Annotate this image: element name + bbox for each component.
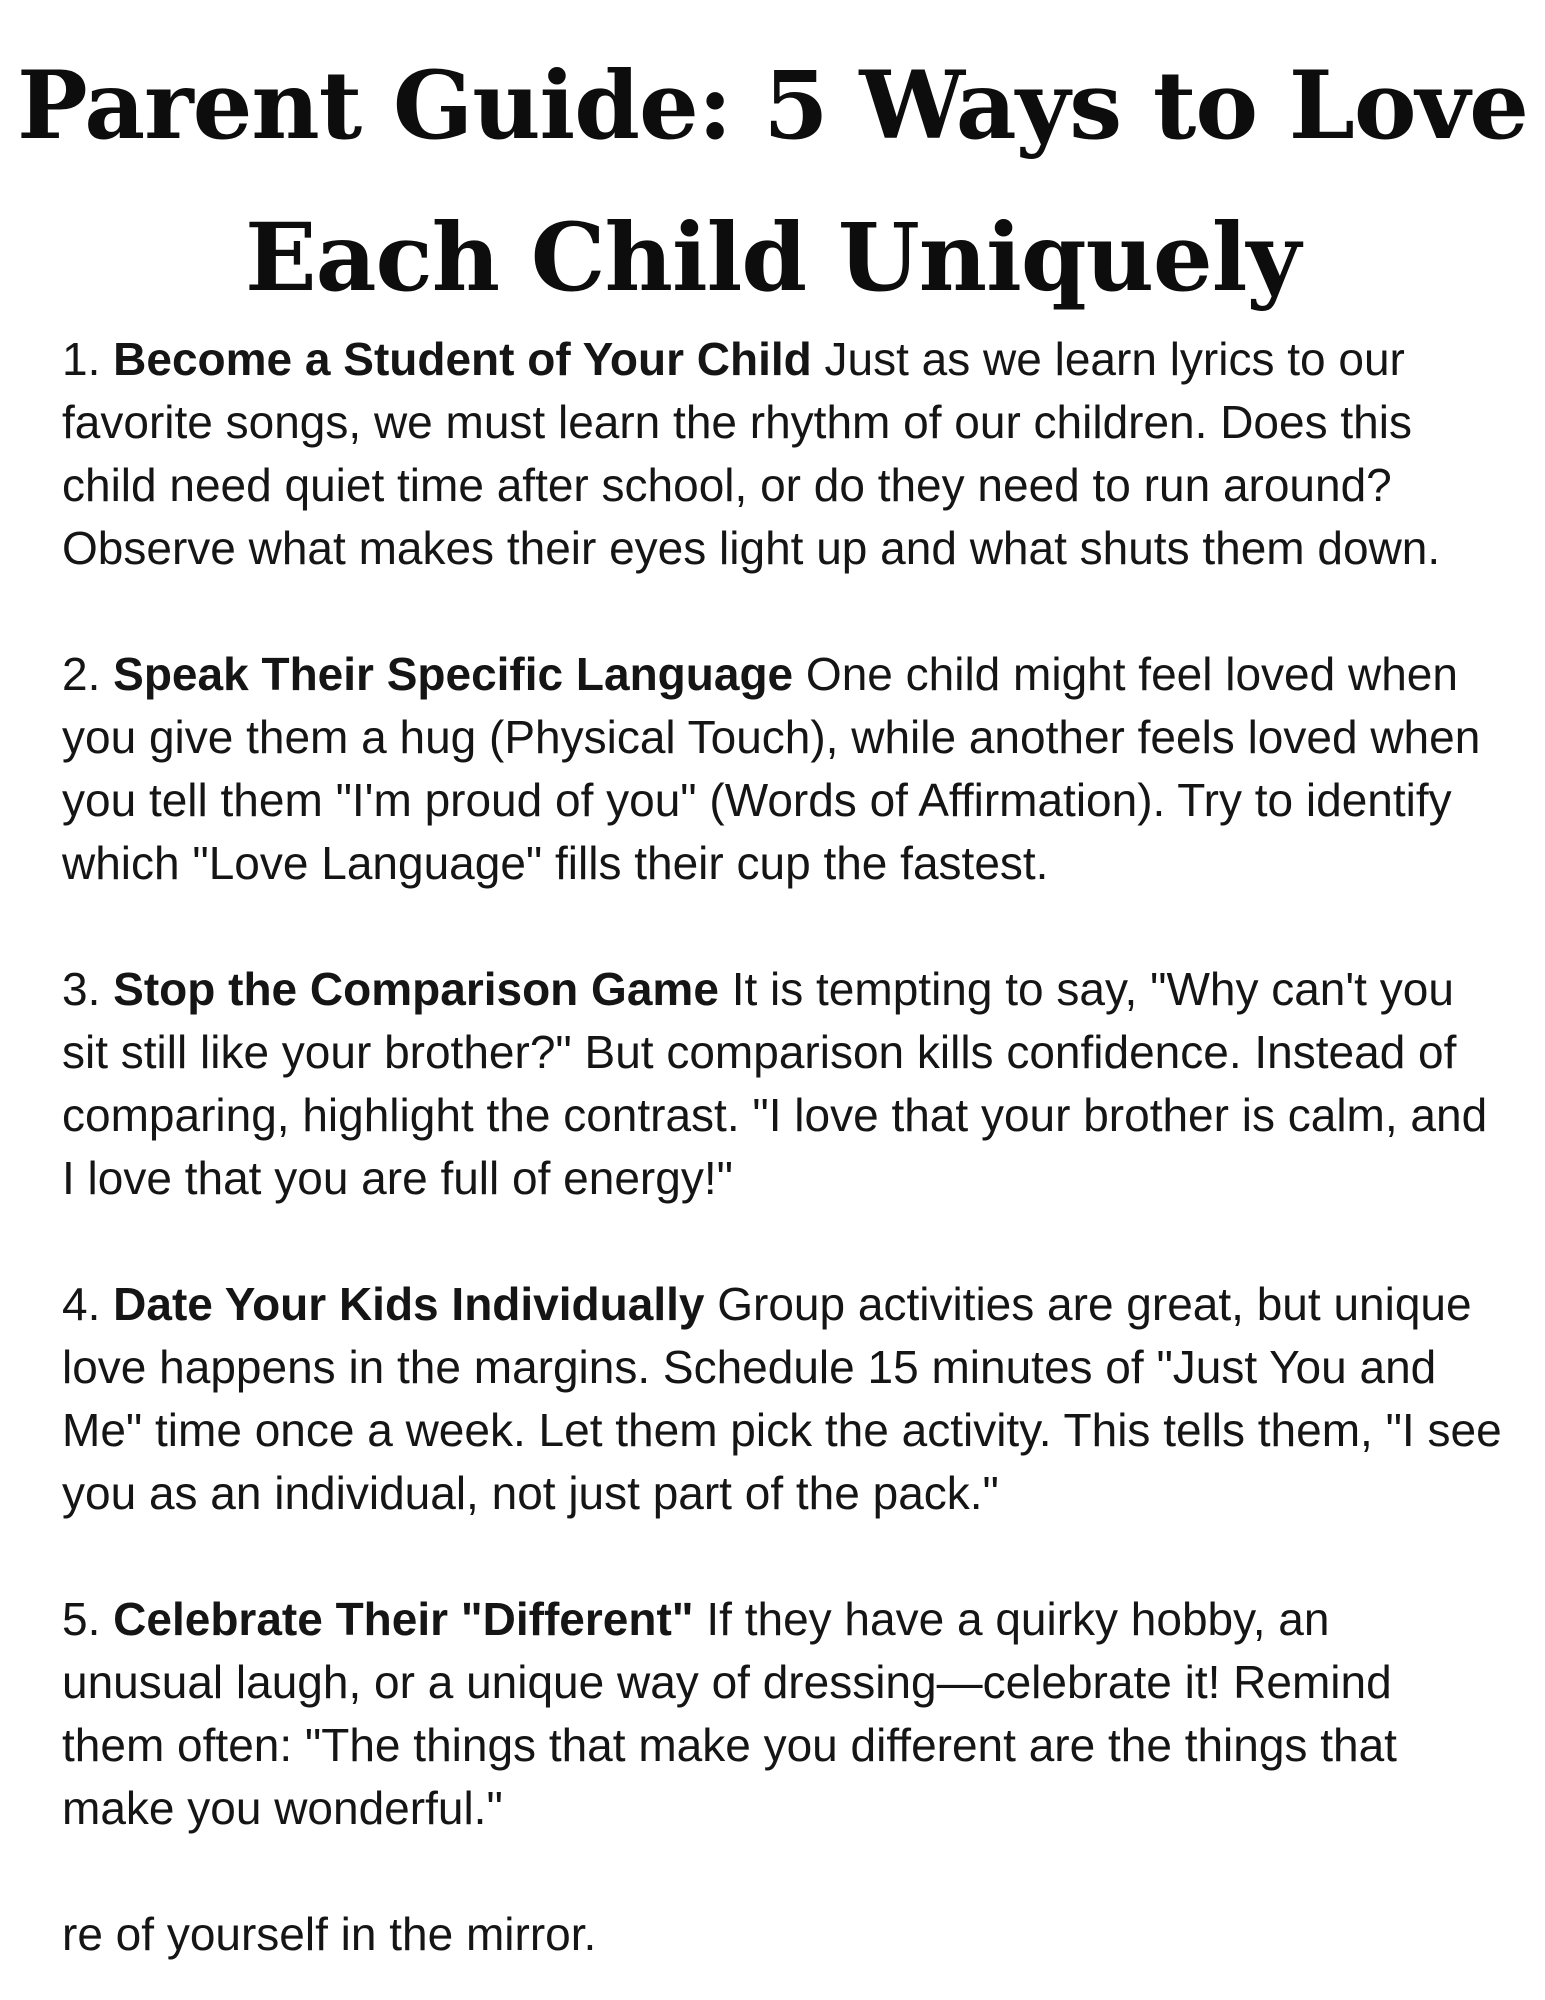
title-line-1: Parent Guide: 5 Ways to Love (17, 51, 1528, 161)
item-number: 1. (62, 333, 101, 385)
item-heading: Speak Their Specific Language (113, 648, 794, 700)
item-heading: Date Your Kids Individually (113, 1278, 705, 1330)
page-title (0, 30, 1545, 334)
item-heading: Celebrate Their "Different" (113, 1593, 694, 1645)
item-number: 2. (62, 648, 101, 700)
item-body: Just as we learn lyrics to our favorite songs, we must learn the rhythm of our children. Does this child need quiet time after school, or do they need to run around? Observe what makes their eyes light up and what shuts them down. (62, 333, 1441, 574)
trailing-text: re of yourself in the mirror. (62, 1908, 597, 1960)
guide-item-3 (62, 958, 1502, 1210)
item-heading: Stop the Comparison Game (113, 963, 719, 1015)
guide-list (62, 328, 1502, 1966)
title-line-2: Each Child Uniquely (244, 203, 1301, 313)
guide-item-1 (62, 328, 1502, 580)
guide-item-5 (62, 1588, 1502, 1840)
item-number: 4. (62, 1278, 101, 1330)
item-body: Group activities are great, but unique love happens in the margins. Schedule 15 minutes of "Just You and Me" time once a week. Let them pick the activity. This tells them, "I see you as an individual, not just part of the pack." (62, 1278, 1502, 1519)
item-body: One child might feel loved when you give them a hug (Physical Touch), while another feels loved when you tell them "I'm proud of you" (Words of Affirmation). Try to identify which "Love Language" fills their cup the fastest. (62, 648, 1481, 889)
item-number: 3. (62, 963, 101, 1015)
guide-item-4 (62, 1273, 1502, 1525)
item-number: 5. (62, 1593, 101, 1645)
item-heading: Become a Student of Your Child (113, 333, 812, 385)
guide-item-2 (62, 643, 1502, 895)
item-body: If they have a quirky hobby, an unusual laugh, or a unique way of dressing—celebrate it! Remind them often: "The things that make you different are the things that make you wonderful." (62, 1593, 1397, 1834)
item-body: It is tempting to say, "Why can't you sit still like your brother?" But comparison kills confidence. Instead of comparing, highlight the contrast. "I love that your brother is calm, and I love that you are full of energy!" (62, 963, 1488, 1204)
